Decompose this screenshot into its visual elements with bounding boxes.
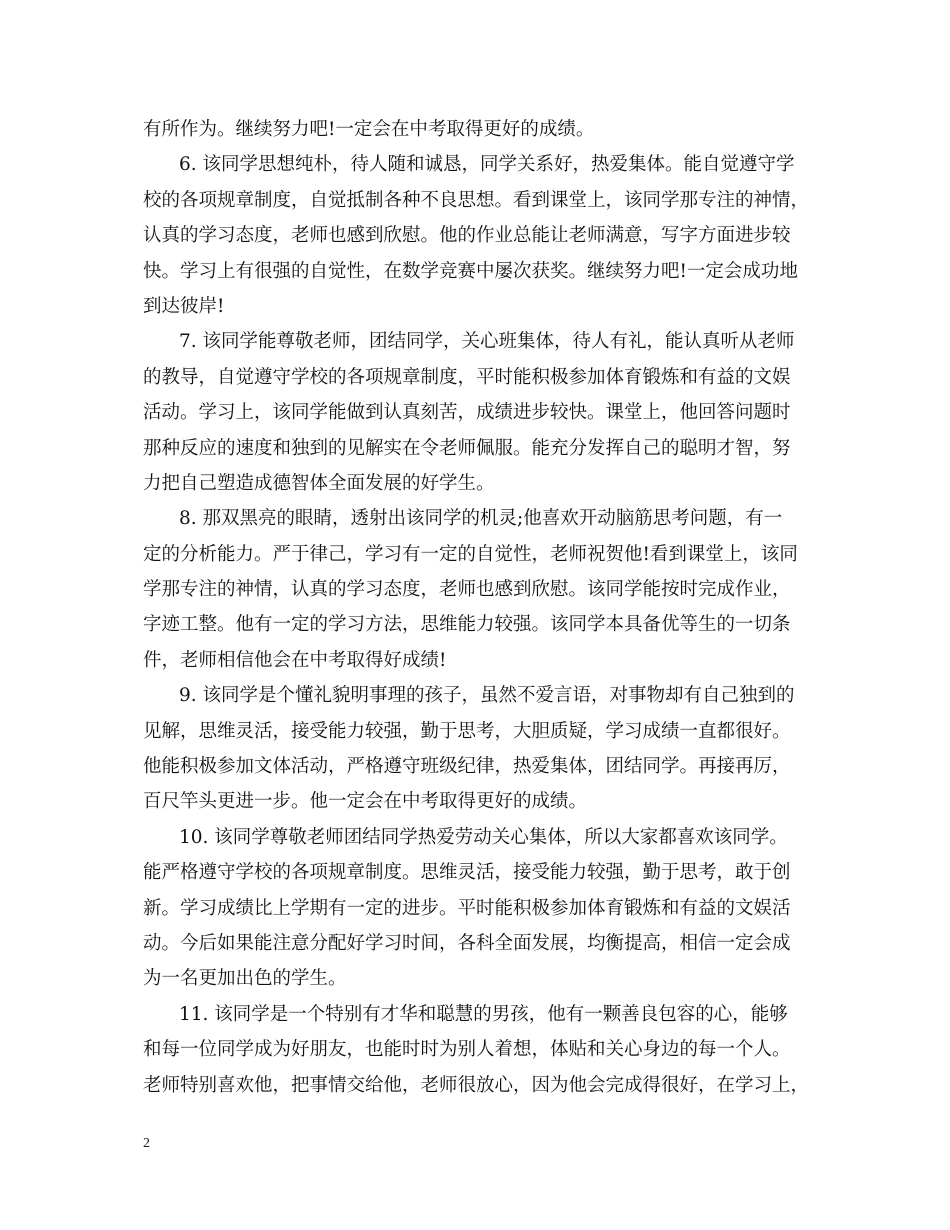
text-line: 老师特别喜欢他，把事情交给他，老师很放心，因为他会完成得很好，在学习上，: [143, 1074, 810, 1096]
paragraph-first-line: 11. 该同学是一个特别有才华和聪慧的男孩，他有一颗善良包容的心，能够: [179, 1003, 788, 1025]
text-line: 件，老师相信他会在中考取得好成绩!: [143, 649, 447, 671]
paragraph-first-line: 6. 该同学思想纯朴，待人随和诚恳，同学关系好，热爱集体。能自觉遵守学: [179, 154, 795, 176]
text-line: 和每一位同学成为好朋友，也能时时为别人着想，体贴和关心身边的每一个人。: [143, 1039, 791, 1061]
text-line: 力把自己塑造成德智体全面发展的好学生。: [143, 472, 495, 494]
text-line: 字迹工整。他有一定的学习方法，思维能力较强。该同学本具备优等生的一切条: [143, 614, 791, 636]
paragraph-first-line: 8. 那双黑亮的眼睛，透射出该同学的机灵;他喜欢开动脑筋思考问题，有一: [179, 508, 783, 530]
text-line: 活动。学习上，该同学能做到认真刻苦，成绩进步较快。课堂上，他回答问题时: [143, 402, 791, 424]
text-line: 有所作为。继续努力吧!一定会在中考取得更好的成绩。: [143, 119, 595, 140]
text-line: 百尺竿头更进一步。他一定会在中考取得更好的成绩。: [143, 791, 588, 813]
page-number: 2: [143, 1136, 150, 1151]
text-line: 见解，思维灵活，接受能力较强，勤于思考，大胆质疑，学习成绩一直都很好。: [143, 720, 791, 742]
text-line: 那种反应的速度和独到的见解实在令老师佩服。能充分发挥自己的聪明才智，努: [143, 437, 791, 459]
text-line: 定的分析能力。严于律己，学习有一定的自觉性，老师祝贺他!看到课堂上，该同: [143, 543, 798, 565]
text-line: 到达彼岸!: [143, 295, 225, 317]
text-line: 认真的学习态度，老师也感到欣慰。他的作业总能让老师满意，写字方面进步较: [143, 225, 791, 247]
paragraph-first-line: 9. 该同学是个懂礼貌明事理的孩子，虽然不爱言语，对事物却有自己独到的: [179, 685, 795, 707]
text-line: 他能积极参加文体活动，严格遵守班级纪律，热爱集体，团结同学。再接再厉，: [143, 756, 791, 778]
text-line: 动。今后如果能注意分配好学习时间，各科全面发展，均衡提高，相信一定会成: [143, 932, 791, 954]
body-text: [143, 112, 833, 1103]
text-line: 能严格遵守学校的各项规章制度。思维灵活，接受能力较强，勤于思考，敢于创: [143, 862, 791, 884]
text-line: 学那专注的神情，认真的学习态度，老师也感到欣慰。该同学能按时完成作业，: [143, 579, 791, 601]
text-line: 为一名更加出色的学生。: [143, 968, 347, 990]
text-line: 快。学习上有很强的自觉性，在数学竞赛中屡次获奖。继续努力吧!一定会成功地: [143, 260, 798, 282]
text-line: 的教导，自觉遵守学校的各项规章制度，平时能积极参加体育锻炼和有益的文娱: [143, 366, 791, 388]
text-line: 新。学习成绩比上学期有一定的进步。平时能积极参加体育锻炼和有益的文娱活: [143, 897, 791, 919]
paragraph-first-line: 10. 该同学尊敬老师团结同学热爱劳动关心集体，所以大家都喜欢该同学。: [179, 826, 788, 848]
text-line: 校的各项规章制度，自觉抵制各种不良思想。看到课堂上，该同学那专注的神情，: [143, 189, 810, 211]
paragraph-first-line: 7. 该同学能尊敬老师，团结同学，关心班集体，待人有礼，能认真听从老师: [179, 331, 795, 353]
